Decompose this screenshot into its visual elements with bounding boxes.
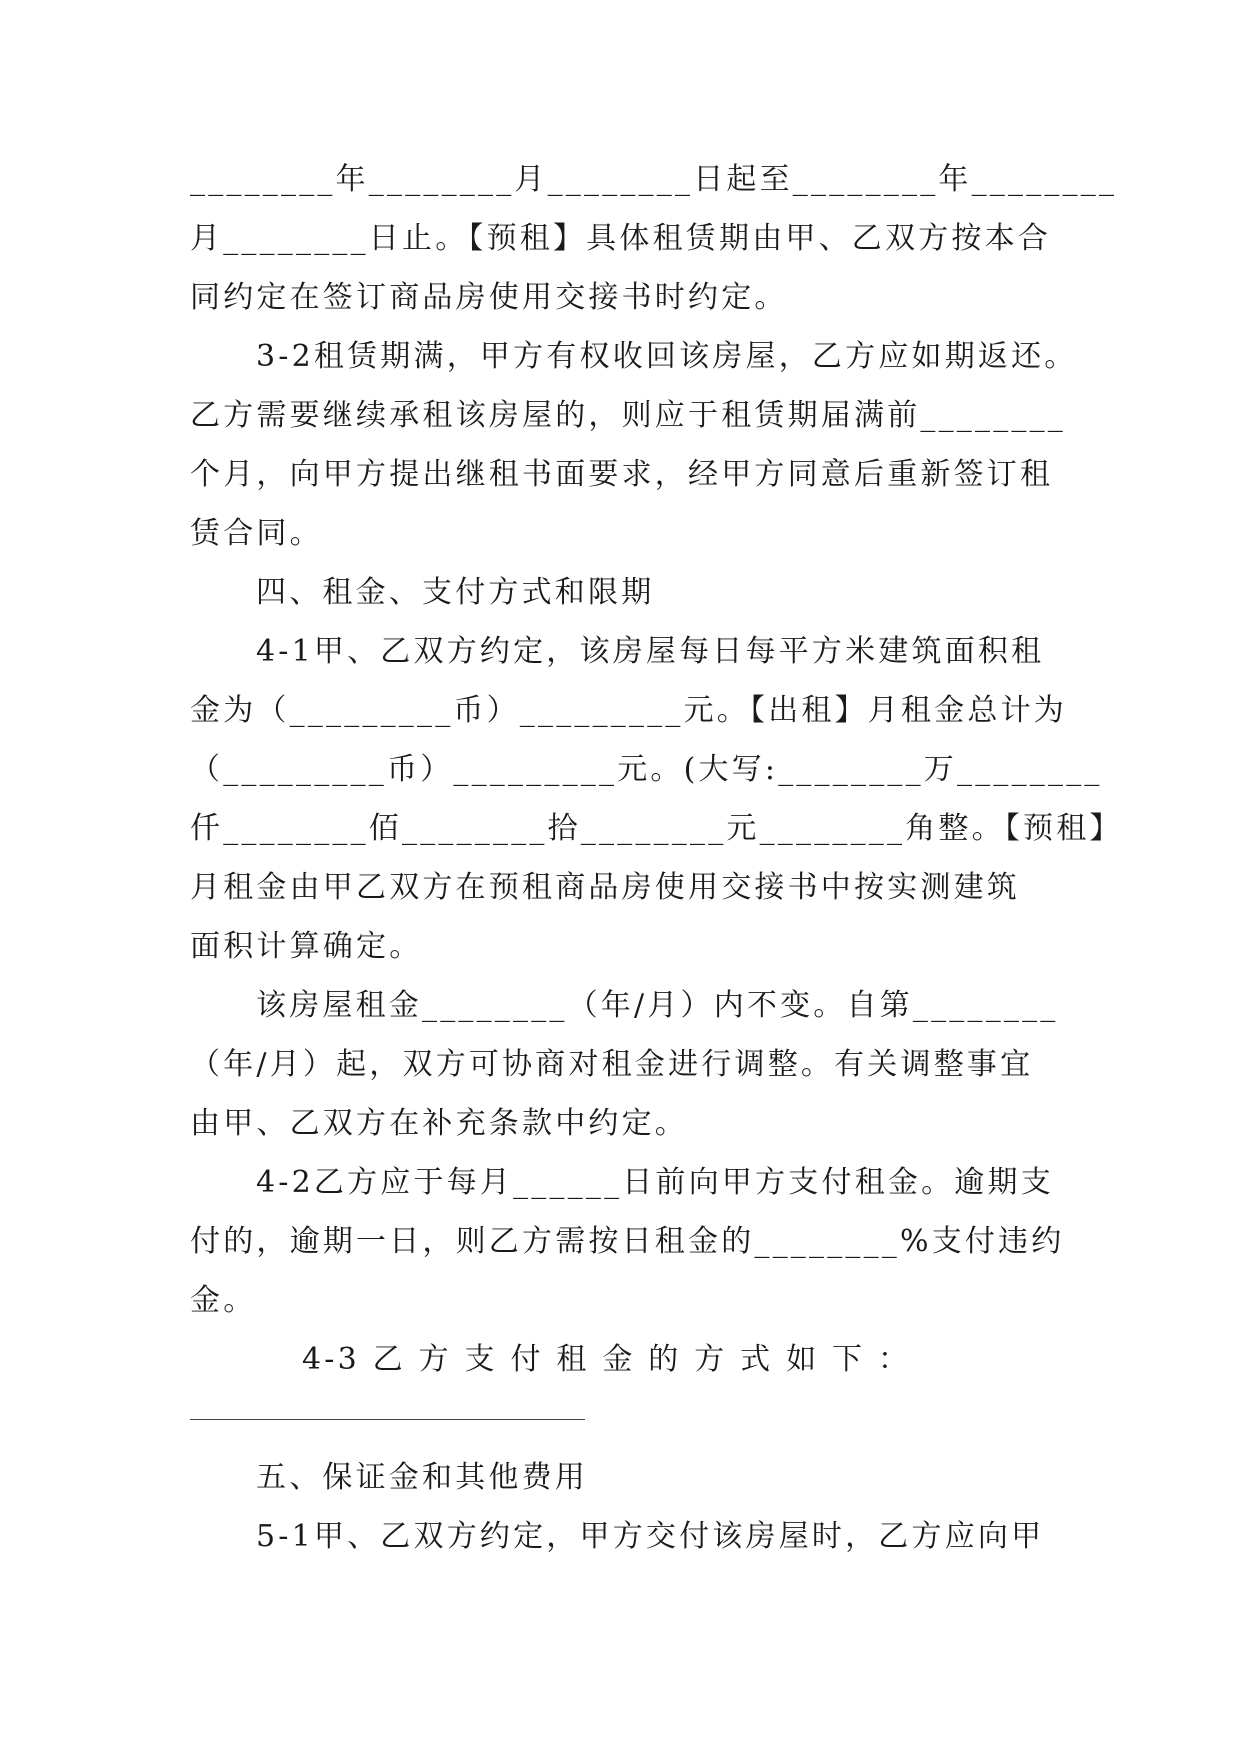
clause-3-2: 3-2租赁期满，甲方有权收回该房屋，乙方应如期返还。 (256, 339, 1078, 374)
text-line: ________年________月________日起至________年________ (190, 162, 1118, 197)
clause-4-2: 4-2乙方应于每月______日前向甲方支付租金。逾期支 (256, 1165, 1054, 1200)
underline-rule (190, 1419, 585, 1420)
text-line: 金。 (190, 1283, 257, 1318)
text-line: 赁合同。 (190, 516, 323, 551)
section-heading-4: 四、租金、支付方式和限期 (256, 575, 655, 610)
text-line: 面积计算确定。 (190, 929, 423, 964)
document-body (190, 150, 1123, 1566)
text-line: （年/月）起，双方可协商对租金进行调整。有关调整事宜 (190, 1047, 1034, 1082)
text-line: （_________币）_________元。(大写:________万________ (190, 752, 1103, 787)
blank-fill-line (190, 1389, 1050, 1448)
text-line: 仟________佰________拾________元________角整。【预租】 (190, 811, 1123, 846)
text-line: 该房屋租金________（年/月）内不变。自第________ (256, 988, 1059, 1023)
text-line: 由甲、乙双方在补充条款中约定。 (190, 1106, 688, 1141)
text-line: 同约定在签订商品房使用交接书时约定。 (190, 280, 788, 315)
text-line: 月租金由甲乙双方在预租商品房使用交接书中按实测建筑 (190, 870, 1020, 905)
text-line: 金为（_________币）_________元。【出租】月租金总计为 (190, 693, 1067, 728)
text-line: 付的，逾期一日，则乙方需按日租金的________%支付违约 (190, 1224, 1065, 1259)
text-line: 个月，向甲方提出继租书面要求，经甲方同意后重新签订租 (190, 457, 1054, 492)
clause-5-1: 5-1甲、乙双方约定，甲方交付该房屋时，乙方应向甲 (256, 1519, 1045, 1554)
clause-4-1: 4-1甲、乙双方约定，该房屋每日每平方米建筑面积租 (256, 634, 1045, 669)
text-line: 月________日止。【预租】具体租赁期由甲、乙双方按本合 (190, 221, 1051, 256)
clause-4-3: 4-3 乙 方 支 付 租 金 的 方 式 如 下 ： (302, 1342, 912, 1377)
text-line: 乙方需要继续承租该房屋的，则应于租赁期届满前________ (190, 398, 1066, 433)
section-heading-5: 五、保证金和其他费用 (256, 1460, 588, 1495)
